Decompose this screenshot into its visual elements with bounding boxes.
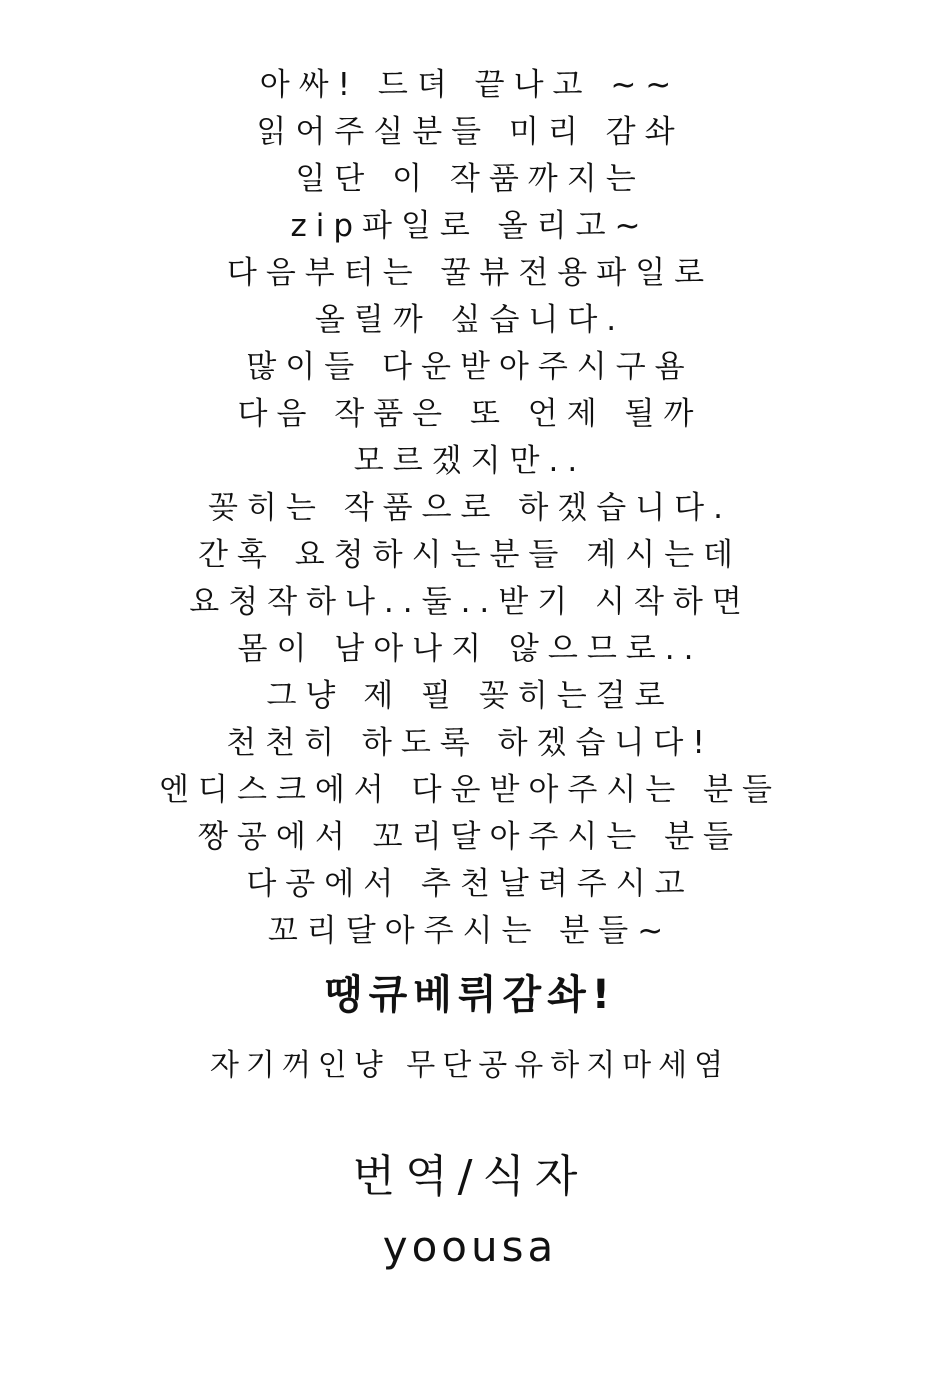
note-line: 다음부터는 꿀뷰전용파일로: [226, 255, 714, 291]
note-line: 요청작하나..둘..받기 시작하면: [189, 584, 751, 620]
note-line: 아싸! 드뎌 끝나고 ~~: [259, 67, 681, 103]
note-line: 짱공에서 꼬리달아주시는 분들: [197, 819, 742, 855]
note-line: 몸이 남아나지 않으므로..: [237, 631, 703, 667]
note-line: 다음 작품은 또 언제 될까: [237, 396, 703, 432]
credit-name: yoousa: [382, 1222, 558, 1271]
note-line: 다공에서 추천날려주시고: [246, 866, 694, 902]
note-line: 일단 이 작품까지는: [295, 161, 645, 197]
note-line: 모르겠지만..: [353, 443, 587, 479]
translator-note: [0, 62, 940, 1275]
note-line: zip파일로 올리고~: [290, 208, 650, 244]
credit-title: 번역/식자: [352, 1151, 588, 1202]
note-line: 그냥 제 필 꽂히는걸로: [266, 678, 674, 714]
note-line: 꽂히는 작품으로 하겠습니다.: [208, 490, 732, 526]
note-line: 간혹 요청하시는분들 계시는데: [197, 537, 742, 573]
note-line: 천천히 하도록 하겠습니다!: [226, 725, 714, 761]
note-line: 읽어주실분들 미리 감솨: [256, 114, 684, 150]
thanks-heading: 땡큐베뤼감솨!: [323, 972, 617, 1018]
note-line: 많이들 다운받아주시구욤: [246, 349, 694, 385]
note-line: 꼬리달아주시는 분들~: [267, 913, 673, 949]
note-line: 올릴까 싶습니다.: [314, 302, 626, 338]
no-sharing-warning: 자기꺼인냥 무단공유하지마세염: [209, 1048, 731, 1083]
note-line: 엔디스크에서 다운받아주시는 분들: [159, 772, 781, 808]
